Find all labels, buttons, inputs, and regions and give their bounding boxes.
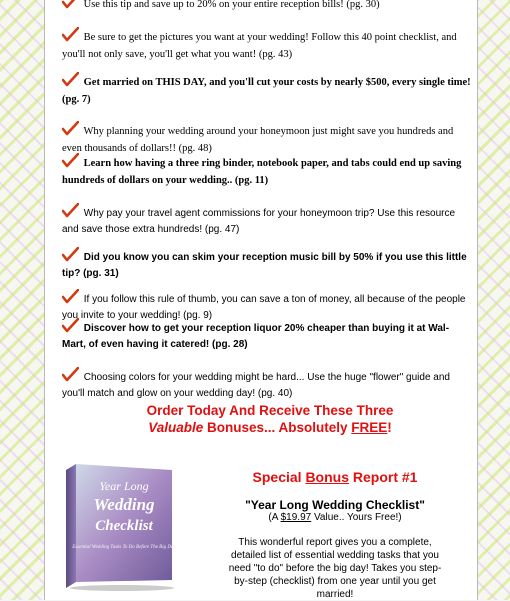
book-subtitle: Essential Wedding Tasks To Do Before The Big Day: [72, 545, 176, 550]
list-item-text: Why pay your travel agent commissions for your honeymoon trip? Use this resource and save those extra hundreds! (pg. 47): [62, 208, 456, 235]
value-amount: $19.97: [280, 512, 312, 523]
list-item: [62, 318, 472, 353]
list-item: [62, 153, 472, 189]
list-item: [62, 247, 472, 282]
list-item: [62, 121, 472, 157]
checkmark-icon: [62, 367, 79, 382]
checkmark-icon: [62, 121, 79, 136]
book-title-line-1: Year Long: [99, 479, 149, 493]
book-cover-image: [62, 460, 180, 592]
list-item-text: Why planning your wedding around your honeymoon just might save you hundreds and even thousands of dollars!! (pg. 48): [62, 126, 454, 154]
list-item-text: Choosing colors for your wedding might be hard... Use the huge "flower" guide and you'll match and glow on your wedding day! (pg. 40): [62, 372, 450, 399]
book-title-line-3: Checklist: [95, 518, 153, 534]
book-title-line-2: Wedding: [93, 495, 155, 514]
checkmark-icon: [62, 289, 79, 304]
checkmark-icon: [62, 0, 79, 9]
offer-headline: [110, 402, 430, 436]
bonus-word: Bonus: [305, 469, 349, 485]
list-item-text: Did you know you can skim your reception music bill by 50% if you use this little tip? (pg. 31): [62, 252, 467, 279]
value-suffix: Value.. Yours Free!): [311, 512, 402, 523]
offer-line-2: [110, 419, 430, 436]
offer-end: !: [387, 420, 392, 435]
offer-free: FREE: [351, 420, 388, 435]
value-prefix: (A: [268, 512, 281, 523]
checkmark-icon: [62, 153, 79, 168]
list-item-text: Discover how to get your reception liquor 20% cheaper than buying it at Wal-Mart, of even having it catered! (pg. 28): [62, 323, 450, 350]
list-item: [62, 0, 472, 13]
bonus-title: [220, 469, 450, 485]
list-item-text: Use this tip and save up to 20% on your entire reception bills! (pg. 30): [83, 0, 380, 10]
offer-valuable: Valuable: [148, 420, 204, 435]
checkmark-icon: [62, 72, 79, 87]
bonus-prefix: Special: [252, 469, 306, 485]
offer-line-1: Order Today And Receive These Three: [146, 403, 394, 418]
checkmark-icon: [62, 27, 79, 42]
report-name: "Year Long Wedding Checklist": [245, 498, 425, 512]
bonus-suffix: Report #1: [349, 469, 418, 485]
report-value: [220, 512, 450, 523]
list-item: [62, 203, 472, 238]
list-item-text: Get married on THIS DAY, and you'll cut your costs by nearly $500, every single time! (pg. 7): [62, 77, 471, 105]
list-item-text: Learn how having a three ring binder, notebook paper, and tabs could end up saving hundreds of dollars on your wedding.. (pg. 11): [62, 158, 462, 186]
checkmark-icon: [62, 247, 79, 262]
offer-middle: Bonuses... Absolutely: [203, 420, 352, 435]
list-item: [62, 367, 472, 402]
report-description: This wonderful report gives you a complete, detailed list of essential wedding tasks that you need "to do" before the big day! Takes you step-by-step (checklist) from one year until you get married!: [228, 537, 442, 600]
list-item-text: If you follow this rule of thumb, you can save a ton of money, all because of the people you invite to your wedding! (pg. 9): [62, 294, 466, 321]
list-item: [62, 27, 472, 63]
checkmark-icon: [62, 318, 79, 333]
list-item-text: Be sure to get the pictures you want at your wedding! Follow this 40 point checklist, and you'll not only save, you'll get what you want! (pg. 43): [62, 32, 457, 60]
list-item: [62, 72, 472, 108]
checkmark-icon: [62, 203, 79, 218]
